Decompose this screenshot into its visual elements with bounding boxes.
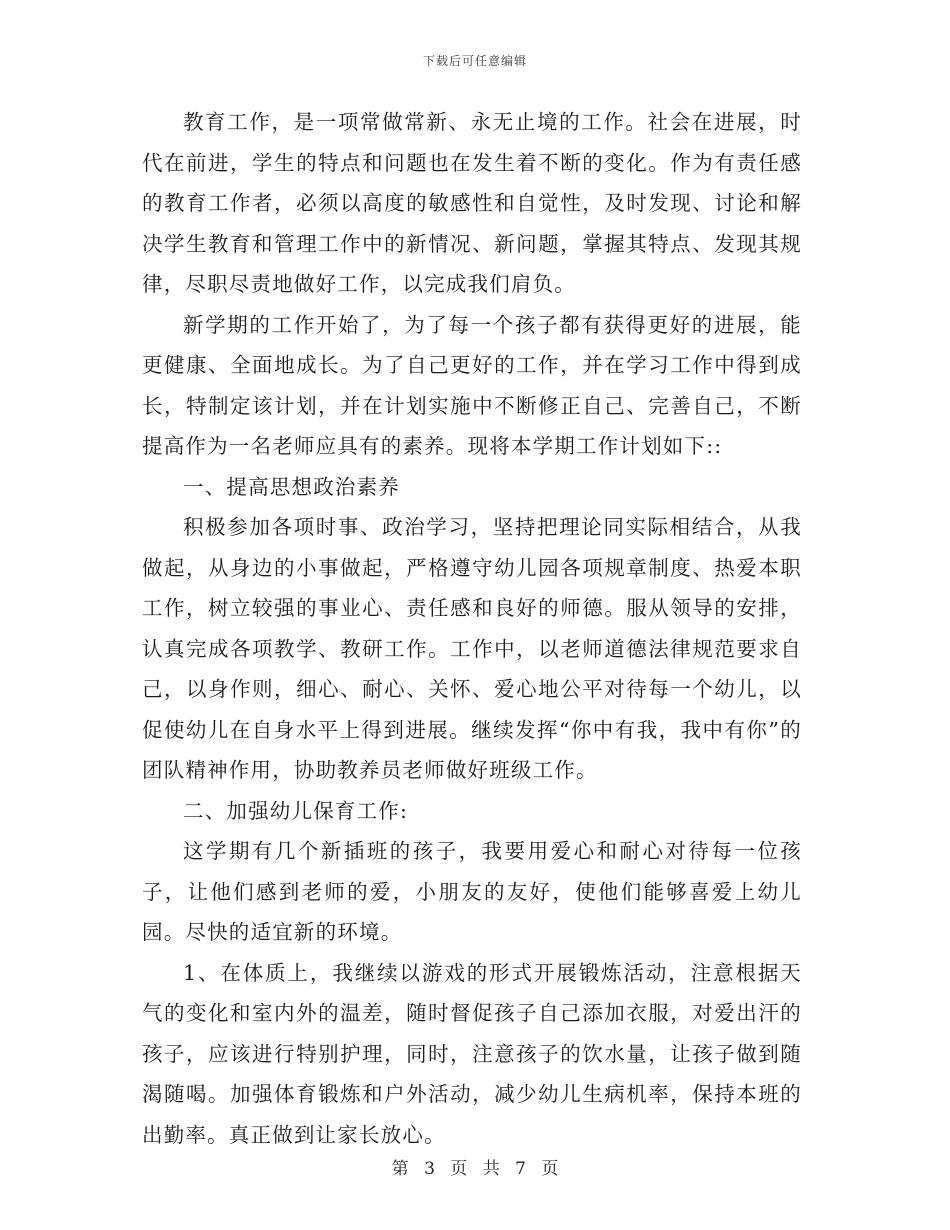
footer-total-pages: 7 [515, 1159, 526, 1179]
footer-current-page: 3 [424, 1159, 435, 1179]
footer-total-word: 共 [482, 1159, 500, 1179]
paragraph-section-1: 积极参加各项时事、政治学习，坚持把理论同实际相结合，从我做起，从身边的小事做起，严格遵守幼儿园各项规章制度、热爱本职工作，树立较强的事业心、责任感和良好的师德。服从领导的安排，认真完成各项教学、教研工作。工作中，以老师道德法律规范要求自己，以身作则，细心、耐心、关怀、爱心地公平对待每一个幼儿，以促使幼儿在自身水平上得到进展。继续发挥“你中有我，我中有你”的团队精神作用，协助教养员老师做好班级工作。 [142, 515, 802, 782]
paragraph-intro: 教育工作，是一项常做常新、永无止境的工作。社会在进展，时代在前进，学生的特点和问题也在发生着不断的变化。作为有责任感的教育工作者，必须以高度的敏感性和自觉性，及时发现、讨论和解决学生教育和管理工作中的新情况、新问题，掌握其特点、发现其规律，尽职尽责地做好工作，以完成我们肩负。 [142, 110, 802, 296]
document-body [142, 102, 802, 1155]
footer-suffix: 页 [541, 1159, 559, 1179]
paragraph-section-2: 这学期有几个新插班的孩子，我要用爱心和耐心对待每一位孩子，让他们感到老师的爱，小朋友的友好，使他们能够喜爱上幼儿园。尽快的适宜新的环境。 [142, 839, 802, 944]
page-footer [0, 1154, 950, 1179]
paragraph-plan: 新学期的工作开始了，为了每一个孩子都有获得更好的进展，能更健康、全面地成长。为了自己更好的工作，并在学习工作中得到成长，特制定该计划，并在计划实施中不断修正自己、完善自己，不断提高作为一名老师应具有的素养。现将本学期工作计划如下:: [142, 312, 802, 458]
section-heading-2: 二、加强幼儿保育工作: [183, 798, 409, 823]
footer-prefix: 第 [391, 1159, 409, 1179]
page-header: 下载后可任意编辑 [422, 54, 527, 68]
footer-page-word: 页 [450, 1159, 468, 1179]
section-heading-1: 一、提高思想政治素养 [183, 474, 400, 499]
paragraph-item-1: 1、在体质上，我继续以游戏的形式开展锻炼活动，注意根据天气的变化和室内外的温差，随时督促孩子自己添加衣服，对爱出汗的孩子，应该进行特别护理，同时，注意孩子的饮水量，让孩子做到随渴随喝。加强体育锻炼和户外活动，减少幼儿生病机率，保持本班的出勤率。真正做到让家长放心。 [142, 960, 802, 1147]
